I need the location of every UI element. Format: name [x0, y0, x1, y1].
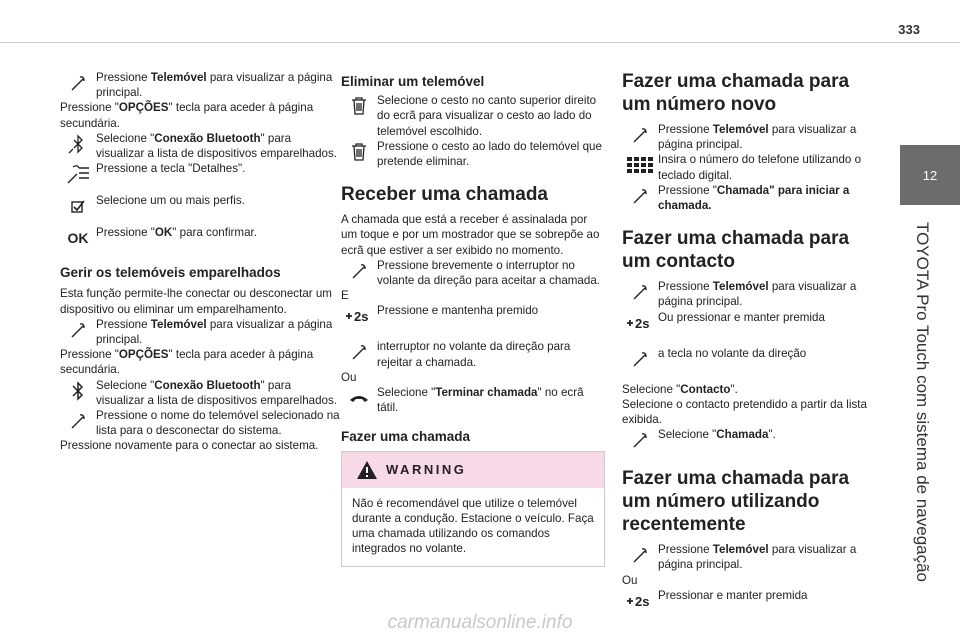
step: Pressione o nome do telemóvel selecionado na lista para o desconectar do sistema. [60, 408, 340, 438]
step: 2s Pressionar e manter premida [622, 588, 882, 614]
tap-icon [341, 339, 377, 365]
step: Selecione "Conexão Bluetooth" para visualizar a lista de dispositivos emparelhados. [60, 378, 340, 408]
step: Insira o número do telefone utilizando o teclado digital. [622, 152, 882, 182]
header-divider [0, 42, 960, 43]
trash-icon [341, 139, 377, 165]
tap-icon [622, 427, 658, 453]
bluetooth-icon [60, 378, 96, 404]
tap-icon [60, 70, 96, 96]
watermark: carmanualsonline.info [387, 612, 573, 633]
section-heading: Fazer uma chamada para um número novo [622, 71, 850, 115]
keypad-icon [622, 152, 658, 178]
steering-call-button-icon [622, 588, 658, 614]
steering-call-button-icon [622, 310, 658, 336]
step: Selecione um ou mais perfis. [60, 193, 340, 219]
section-heading: Eliminar um telemóvel [341, 74, 485, 89]
warning-text: Não é recomendável que utilize o telemóvel durante a condução. Estacione o veículo. Faça uma chamada utilizando os comandos integrados no volante. [352, 496, 594, 556]
tap-icon [341, 258, 377, 284]
step: Selecione "Terminar chamada" no ecrã tátil. [341, 385, 606, 415]
steering-call-button-icon [341, 303, 377, 329]
section-heading: Gerir os telemóveis emparelhados [60, 265, 281, 281]
tap-icon [622, 183, 658, 209]
checkbox-edit-icon [60, 193, 96, 219]
step: Pressione brevemente o interruptor no volante da direção para aceitar a chamada. [341, 258, 606, 288]
step: Pressione Telemóvel para visualizar a página principal. [622, 542, 882, 572]
step: Pressione Telemóvel para visualizar a página principal. [622, 279, 882, 309]
column-1: Pressione Telemóvel para visualizar a página principal. Pressione "OPÇÕES" tecla para aceder à página secundária. Selecione "Conexão Bluetooth" para visualizar a lista de dispositivos emparelhados. Pressione a tecla "Detalhes". Selecione um ou mais perfis. OK Pressione "OK" para confirmar. Gerir os telemóveis emparelhados Esta função permite-lhe conectar ou desconectar um dispositivo ou eliminar um emparelhamento. Pressione Telemóvel para visualizar a página principal. Pressione "OPÇÕES" tecla para aceder à página secundária. Selecione "Conexão Bluetooth" para visualizar a lista de dispositivos emparelhados. Pressione o nome do telemóvel selecionado na lista para o desconectar do sistema. Pressione novamente para o conectar ao sistema. [60, 71, 340, 453]
warning-icon [356, 460, 378, 480]
tap-icon [622, 122, 658, 148]
ok-icon: OK [67, 229, 89, 246]
side-title: TOYOTA Pro Touch com sistema de navegação [913, 222, 932, 583]
step: interruptor no volante da direção para rejeitar a chamada. [341, 339, 606, 369]
page-number: 333 [898, 22, 920, 37]
warning-header [342, 452, 604, 488]
warning-box [341, 451, 605, 568]
section-heading: Fazer uma chamada [341, 429, 471, 445]
step: Selecione "Chamada". [622, 427, 882, 453]
trash-icon [341, 93, 377, 119]
chapter-tab[interactable]: 12 [900, 145, 960, 205]
step: OK Pressione "OK" para confirmar. [60, 225, 340, 251]
step: Selecione "Conexão Bluetooth" para visualizar a lista de dispositivos emparelhados. [60, 131, 340, 161]
section-heading: Receber uma chamada [341, 184, 548, 206]
tap-icon [60, 408, 96, 434]
warning-title: WARNING [386, 462, 467, 478]
step: Pressione o cesto ao lado do telemóvel que pretende eliminar. [341, 139, 606, 169]
column-3: Fazer uma chamada para um número novo Pressione Telemóvel para visualizar a página principal. Insira o número do telefone utilizando o teclado digital. Pressione "Chamada" para iniciar a chamada. Fazer uma chamada para um contacto Pressione Telemóvel para visualizar a página principal. 2s Ou pressionar e manter premida a tecla no volante da direção Selecione "Contacto". Selecione o contacto pretendido a partir da lista exibida. Selecione "Chamada". Fazer uma chamada para um número utilizando recentemente Pressione Telemóvel para visualizar a página principal. Ou 2s Pressionar e manter premida [622, 70, 882, 614]
tap-icon [622, 542, 658, 568]
details-icon [60, 161, 96, 187]
section-heading: Fazer uma chamada para um contacto [622, 228, 850, 273]
step: Pressione Telemóvel para visualizar a página principal. [622, 122, 882, 152]
step: 2s Pressione e mantenha premido [341, 303, 606, 329]
step: Pressione Telemóvel para visualizar a página principal. [60, 317, 340, 347]
tap-icon [622, 279, 658, 305]
step: Pressione a tecla "Detalhes". [60, 161, 340, 187]
svg-text:2s: 2s [354, 309, 369, 325]
hang-up-icon [341, 385, 377, 411]
tap-icon [60, 317, 96, 343]
step: a tecla no volante da direção [622, 346, 882, 372]
step: 2s Ou pressionar e manter premida [622, 310, 882, 336]
svg-text:2s: 2s [635, 315, 650, 331]
tap-icon [622, 346, 658, 372]
step: Selecione o cesto no canto superior direito do ecrã para visualizar o cesto ao lado do telemóvel escolhido. [341, 93, 606, 139]
svg-text:2s: 2s [635, 593, 650, 609]
column-2: Eliminar um telemóvel Selecione o cesto no canto superior direito do ecrã para visualizar o cesto ao lado do telemóvel escolhido. Pressione o cesto ao lado do telemóvel que pretende eliminar. Receber uma chamada A chamada que está a receber é assinalada por um toque e por um mostrador que se sobrepõe ao ecrã que estiver a ser exibido no momento. Pressione brevemente o interruptor no volante da direção para aceitar a chamada. E 2s Pressione e mantenha premido interruptor no volante da direção para rejeitar a chamada. Ou Selecione "Terminar chamada" no ecrã tátil. Fazer uma chamada WARNING Não é recomendável que utilize o telemóvel durante a condução. Estacione o veículo. Faça uma chamada utilizando os comandos integrados no volante. [341, 70, 606, 567]
section-heading: Fazer uma chamada para um número utilizando recentemente [622, 468, 850, 536]
bluetooth-tap-icon [60, 131, 96, 157]
step: Pressione Telemóvel para visualizar a página principal. [60, 70, 340, 100]
step: Pressione "Chamada" para iniciar a chamada. [622, 183, 882, 213]
